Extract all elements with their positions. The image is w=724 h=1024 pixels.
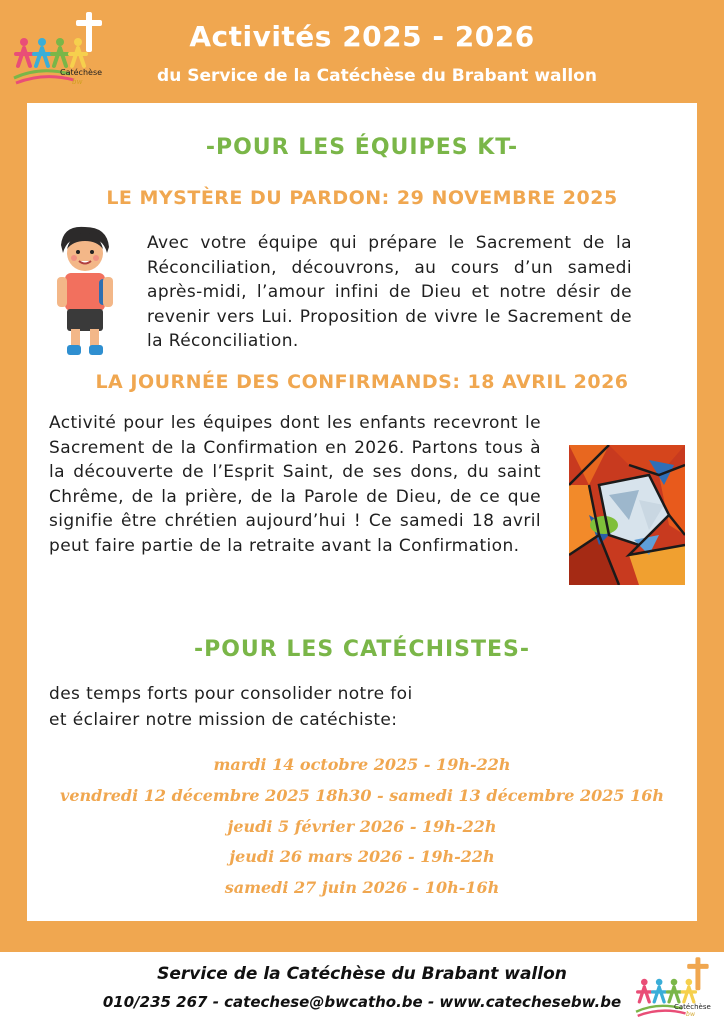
date-item: samedi 27 juin 2026 - 10h-16h [224, 878, 500, 897]
footer-contact: 010/235 267 - catechese@bwcatho.be - www.catechesebw.be [102, 993, 622, 1011]
footer-title: Service de la Catéchèse du Brabant wallon [157, 964, 567, 984]
stained-glass-image [569, 445, 685, 585]
child-icon [53, 223, 117, 361]
logo-subtext: bw [72, 78, 83, 86]
content-panel [27, 103, 697, 921]
section-title-kt: -POUR LES ÉQUIPES KT- [205, 135, 519, 160]
footer-logo-text: Catéchèse [674, 1003, 711, 1011]
section-title-catechistes: -POUR LES CATÉCHISTES- [193, 637, 531, 662]
page-subtitle: du Service de la Catéchèse du Brabant wallon [157, 66, 597, 86]
logo-text: Catéchèse [60, 68, 103, 77]
confirmands-text: Activité pour les équipes dont les enfants recevront le Sacrement de la Confirmation en 2026. Partons tous à la découverte de l’Esprit Saint, de ses dons, du saint Chrême, de la prière, de la Parole de Dieu, de ce que signifie être chrétien aujourd’hui ! Ce samedi 18 avril peut faire partie de la retraite avant la Confirmation. [49, 413, 541, 556]
page-title: Activités 2025 - 2026 [189, 20, 535, 53]
child-illustration [53, 223, 117, 361]
pardon-title: LE MYSTÈRE DU PARDON: 29 NOVEMBRE 2025 [106, 187, 618, 209]
date-item: jeudi 5 février 2026 - 19h-22h [227, 817, 497, 836]
footer-logo-subtext: bw [686, 1011, 695, 1018]
date-item: jeudi 26 mars 2026 - 19h-22h [229, 847, 495, 866]
confirmands-title: LA JOURNÉE DES CONFIRMANDS: 18 AVRIL 2026 [95, 371, 629, 393]
pardon-text: Avec votre équipe qui prépare le Sacrement de la Réconciliation, découvrons, au cours d’un samedi après-midi, l’amour infini de Dieu et notre désir de revenir vers Lui. Proposition de vivre le Sacrement de la Réconciliation. [147, 233, 632, 351]
catechistes-intro-line-2: et éclairer notre mission de catéchiste: [49, 710, 398, 730]
dove-stained-glass-icon [569, 445, 685, 585]
date-item: mardi 14 octobre 2025 - 19h-22h [213, 755, 511, 774]
catechistes-intro-line-1: des temps forts pour consolider notre foi [49, 684, 413, 704]
footer-logo [632, 954, 716, 1020]
date-item: vendredi 12 décembre 2025 18h30 - samedi 13 décembre 2025 16h [60, 786, 664, 805]
